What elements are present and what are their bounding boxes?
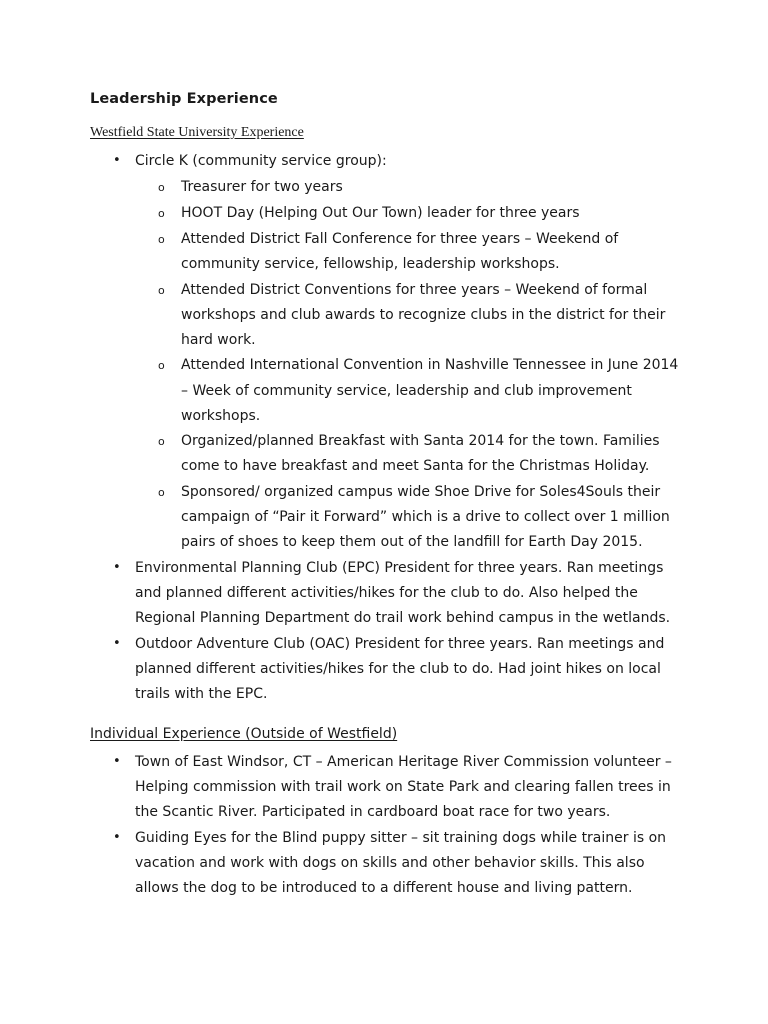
sub-item-line: – Week of community service, leadership and club improvement xyxy=(181,383,632,399)
sub-item-line: campaign of “Pair it Forward” which is a drive to collect over 1 million xyxy=(181,509,670,525)
sub-bullet-marker: o xyxy=(158,233,165,246)
list-item-line: Guiding Eyes for the Blind puppy sitter – sit training dogs while trainer is on xyxy=(135,830,667,846)
list-item-line: Town of East Windsor, CT – American Heritage River Commission volunteer – xyxy=(135,754,672,770)
sub-bullet-marker: o xyxy=(158,359,165,372)
list-item-line: planned different activities/hikes for the club to do. Had joint hikes on local xyxy=(135,661,661,677)
sub-item-line: Sponsored/ organized campus wide Shoe Drive for Soles4Souls their xyxy=(181,484,661,500)
list-item-line: allows the dog to be introduced to a different house and living pattern. xyxy=(135,880,633,896)
bullet-marker: • xyxy=(113,153,121,168)
list-item-line: the Scantic River. Participated in cardboard boat race for two years. xyxy=(135,804,611,820)
page-title: Leadership Experience xyxy=(90,91,278,107)
list-item-line: Helping commission with trail work on State Park and clearing fallen trees in xyxy=(135,779,671,795)
section-heading-individual: Individual Experience (Outside of Westfield) xyxy=(90,726,398,742)
section-heading-westfield: Westfield State University Experience xyxy=(90,125,304,140)
sub-item-line: workshops and club awards to recognize clubs in the district for their xyxy=(181,307,666,323)
sub-item-line: hard work. xyxy=(181,332,256,348)
sub-bullet-marker: o xyxy=(158,435,165,448)
sub-item-line: Attended District Conventions for three years – Weekend of formal xyxy=(181,282,648,298)
list-item-line: Environmental Planning Club (EPC) President for three years. Ran meetings xyxy=(135,560,664,576)
sub-item-line: workshops. xyxy=(181,408,261,424)
sub-bullet-marker: o xyxy=(158,486,165,499)
sub-item-line: HOOT Day (Helping Out Our Town) leader for three years xyxy=(181,205,580,221)
sub-item-line: pairs of shoes to keep them out of the landfill for Earth Day 2015. xyxy=(181,534,643,550)
list-item-line: trails with the EPC. xyxy=(135,686,268,702)
sub-bullet-marker: o xyxy=(158,284,165,297)
bullet-marker: • xyxy=(113,636,121,651)
list-item-line: Outdoor Adventure Club (OAC) President for three years. Ran meetings and xyxy=(135,636,665,652)
list-item-line: and planned different activities/hikes for the club to do. Also helped the xyxy=(135,585,638,601)
sub-item-line: Organized/planned Breakfast with Santa 2014 for the town. Families xyxy=(181,433,660,449)
sub-bullet-marker: o xyxy=(158,207,165,220)
bullet-marker: • xyxy=(113,830,121,845)
sub-item-line: Attended International Convention in Nashville Tennessee in June 2014 xyxy=(181,357,679,373)
sub-item-line: Attended District Fall Conference for three years – Weekend of xyxy=(181,231,619,247)
sub-bullet-marker: o xyxy=(158,181,165,194)
bullet-marker: • xyxy=(113,560,121,575)
list-item-line: Regional Planning Department do trail work behind campus in the wetlands. xyxy=(135,610,671,626)
sub-item-line: Treasurer for two years xyxy=(181,179,343,195)
sub-item-line: come to have breakfast and meet Santa for the Christmas Holiday. xyxy=(181,458,650,474)
sub-item-line: community service, fellowship, leadership workshops. xyxy=(181,256,560,272)
list-item-line: Circle K (community service group): xyxy=(135,153,387,169)
bullet-marker: • xyxy=(113,754,121,769)
list-item-line: vacation and work with dogs on skills and other behavior skills. This also xyxy=(135,855,645,871)
